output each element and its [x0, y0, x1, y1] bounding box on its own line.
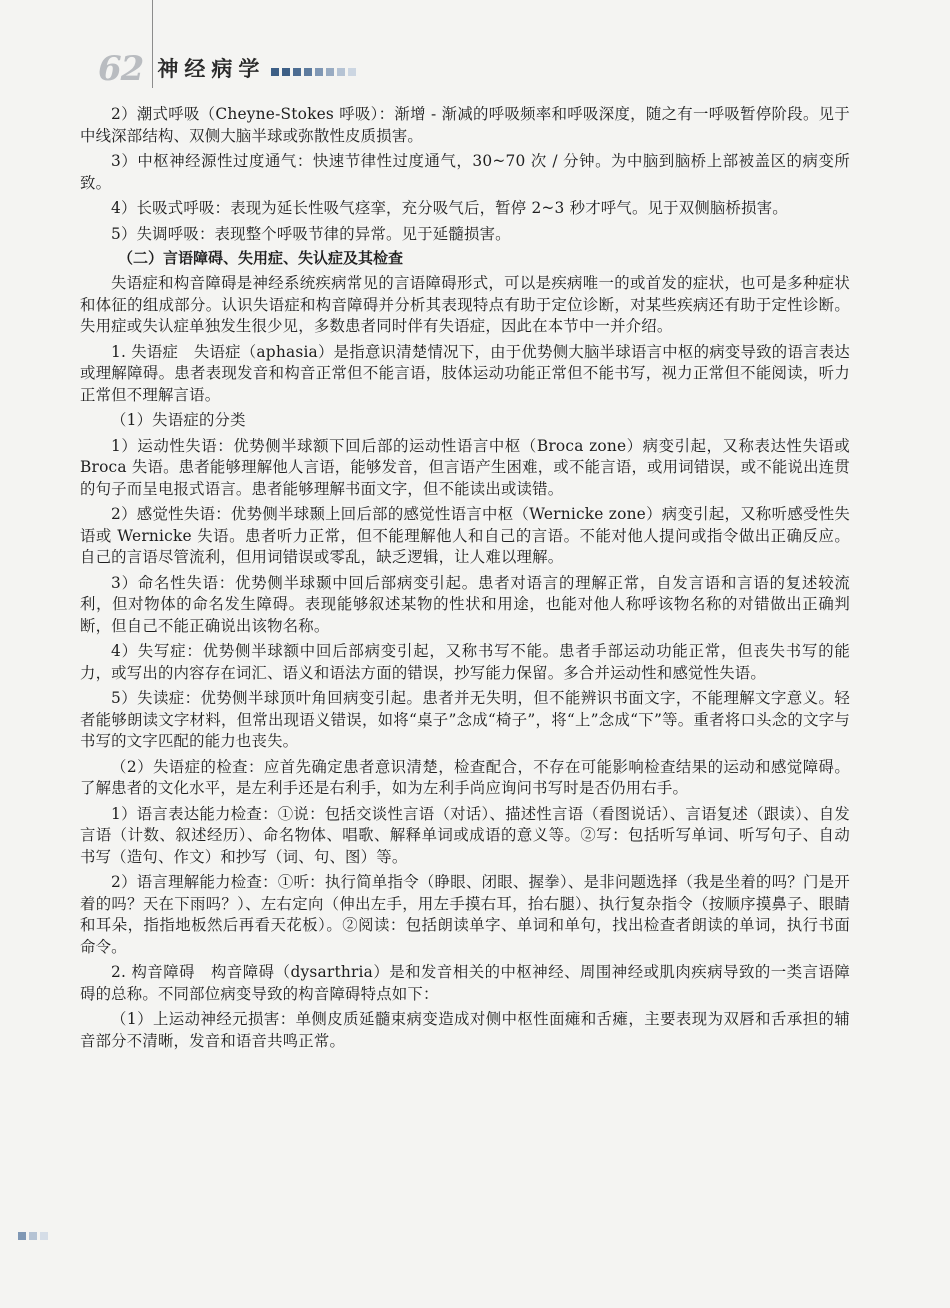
paragraph: 4）失写症：优势侧半球额中回后部病变引起，又称书写不能。患者手部运动功能正常，但丧失书写的能力，或写出的内容存在词汇、语义和语法方面的错误，抄写能力保留。多合并运动性和感觉性失语。	[80, 642, 850, 682]
book-title: 神经病学	[157, 57, 266, 81]
paragraph: 5）失调呼吸：表现整个呼吸节律的异常。见于延髓损害。	[111, 224, 511, 243]
paragraph: 2. 构音障碍 构音障碍（dysarthria）是和发音相关的中枢神经、周围神经或肌肉疾病导致的一类言语障碍的总称。不同部位病变导致的构音障碍特点如下：	[80, 963, 850, 1003]
paragraph: （1）失语症的分类	[111, 411, 246, 429]
paragraph: 5）失读症：优势侧半球顶叶角回病变引起。患者并无失明，但不能辨识书面文字，不能理解文字意义。轻者能够朗读文字材料，但常出现语义错误，如将“桌子”念成“椅子”，将“上”念成“下”等。重者将口头念的文字与书写的文字匹配的能力也丧失。	[80, 689, 850, 750]
paragraph: 1）运动性失语：优势侧半球额下回后部的运动性语言中枢（Broca zone）病变引起，又称表达性失语或 Broca 失语。患者能够理解他人言语，能够发音，但言语产生困难，或不能言语，或用词错误，或不能说出连贯的句子而呈电报式语言。患者能够理解书面文字，但不能读出或读错。	[80, 436, 850, 498]
decoration-square	[315, 68, 323, 76]
page-body	[80, 100, 850, 1052]
section-heading: （二）言语障碍、失用症、失认症及其检查	[118, 249, 404, 267]
decoration-square	[304, 68, 312, 76]
decoration-square	[18, 1232, 26, 1240]
page-number: 62	[98, 49, 144, 89]
decoration-square	[40, 1232, 48, 1240]
paragraph: 2）感觉性失语：优势侧半球颞上回后部的感觉性语言中枢（Wernicke zone）病变引起，又称听感受性失语或 Wernicke 失语。患者听力正常，但不能理解他人和自己的言语。不能对他人提问或指令做出正确反应。自己的言语尽管流利，但用词错误或零乱，缺乏逻辑，让人难以理解。	[80, 505, 850, 566]
decoration-square	[29, 1232, 37, 1240]
paragraph: 3）命名性失语：优势侧半球颞中回后部病变引起。患者对语言的理解正常，自发言语和言语的复述较流利，但对物体的命名发生障碍。表现能够叙述某物的性状和用途，也能对他人称呼该物名称的对错做出正确判断，但自己不能正确说出该物名称。	[80, 573, 850, 635]
paragraph: 失语症和构音障碍是神经系统疾病常见的言语障碍形式，可以是疾病唯一的或首发的症状，也可是多种症状和体征的组成部分。认识失语症和构音障碍并分析其表现特点有助于定位诊断，对某些疾病还有助于定性诊断。失用症或失认症单独发生很少见，多数患者同时伴有失语症，因此在本节中一并介绍。	[80, 274, 850, 335]
footer-decoration	[18, 1232, 48, 1240]
paragraph: 3）中枢神经源性过度通气：快速节律性过度通气，30~70 次 / 分钟。为中脑到脑桥上部被盖区的病变所致。	[80, 152, 850, 192]
paragraph: （1）上运动神经元损害：单侧皮质延髓束病变造成对侧中枢性面瘫和舌瘫，主要表现为双唇和舌承担的辅音部分不清晰，发音和语音共鸣正常。	[80, 1010, 850, 1050]
paragraph: 2）语言理解能力检查：①听：执行简单指令（睁眼、闭眼、握拳）、是非问题选择（我是坐着的吗？门是开着的吗？天在下雨吗？）、左右定向（伸出左手，用左手摸右耳，抬右腿）、执行复杂指令（按顺序摸鼻子、眼睛和耳朵，指指地板然后再看天花板）。②阅读：包括朗读单字、单词和单句，找出检查者朗读的单词，执行书面命令。	[80, 873, 850, 956]
paragraph: 1. 失语症 失语症（aphasia）是指意识清楚情况下，由于优势侧大脑半球语言中枢的病变导致的语言表达或理解障碍。患者表现发音和构音正常但不能言语，肢体运动功能正常但不能书写，视力正常但不能阅读，听力正常但不理解言语。	[80, 342, 850, 404]
paragraph: （2）失语症的检查：应首先确定患者意识清楚，检查配合，不存在可能影响检查结果的运动和感觉障碍。了解患者的文化水平，是左利手还是右利手，如为左利手尚应询问书写时是否仍用右手。	[80, 757, 850, 797]
paragraph: 1）语言表达能力检查：①说：包括交谈性言语（对话）、描述性言语（看图说话）、言语复述（跟读）、自发言语（计数、叙述经历）、命名物体、唱歌、解释单词或成语的意义等。②写：包括听写单词、听写句子、自动书写（造句、作文）和抄写（词、句、图）等。	[80, 804, 850, 866]
decoration-square	[348, 68, 356, 76]
header-decoration	[271, 68, 356, 76]
decoration-square	[326, 68, 334, 76]
paragraph: 4）长吸式呼吸：表现为延长性吸气痉挛，充分吸气后，暂停 2~3 秒才呼气。见于双侧脑桥损害。	[111, 199, 788, 217]
decoration-square	[337, 68, 345, 76]
decoration-square	[282, 68, 290, 76]
decoration-square	[293, 68, 301, 76]
paragraph: 2）潮式呼吸（Cheyne-Stokes 呼吸）：渐增 - 渐减的呼吸频率和呼吸深度，随之有一呼吸暂停阶段。见于中线深部结构、双侧大脑半球或弥散性皮质损害。	[80, 105, 850, 145]
page-header	[98, 40, 356, 89]
decoration-square	[271, 68, 279, 76]
